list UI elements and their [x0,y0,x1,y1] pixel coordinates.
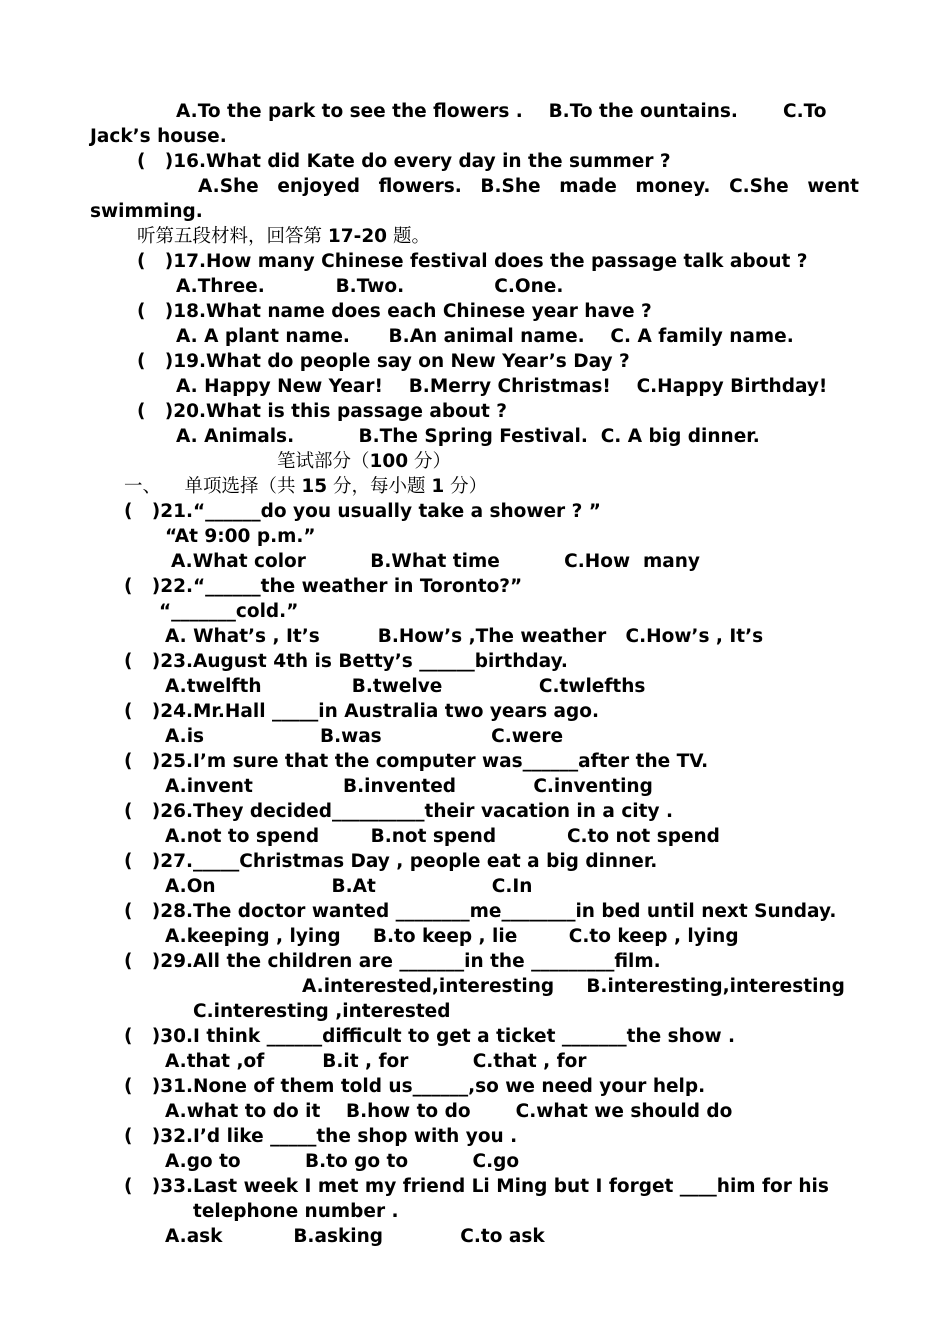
q28-question: ( )28.The doctor wanted ________me________in bed until next Sunday. [124,901,837,922]
q17-options: A.Three. B.Two. C.One. [176,276,564,297]
q20-question: ( )20.What is this passage about ? [137,401,508,422]
q33-question-line1: ( )33.Last week I met my friend Li Ming but I forget ____him for his [124,1176,829,1197]
q24-options: A.is B.was C.were [165,726,564,747]
q18-question: ( )18.What name does each Chinese year have ? [137,301,652,322]
q29-question: ( )29.All the children are _______in the _________film. [124,951,661,972]
q18-options: A. A plant name. B.An animal name. C. A family name. [176,326,794,347]
q22-question: ( )22.“______the weather in Toronto?” [124,576,523,597]
q23-question: ( )23.August 4th is Betty’s ______birthday. [124,651,568,672]
q20-options: A. Animals. B.The Spring Festival. C. A big dinner. [176,426,760,447]
q23-options: A.twelfth B.twelve C.twlefths [165,676,646,697]
written-part-heading: 笔试部分（100 分） [277,451,452,472]
q15-options-line2: Jack’s house. [90,126,227,147]
q16-options-line2: swimming. [90,201,203,222]
q25-options: A.invent B.invented C.inventing [165,776,653,797]
q22-answer: “_______cold.” [159,601,299,622]
q26-question: ( )26.They decided__________their vacation in a city . [124,801,673,822]
q29-options-line1: A.interested,interesting B.interesting,interesting [302,976,845,997]
q33-question-line2: telephone number . [193,1201,399,1222]
q16-options-line1: A.She enjoyed flowers. B.She made money. C.She went [198,176,859,197]
q28-options: A.keeping , lying B.to keep , lie C.to keep , lying [165,926,739,947]
q21-question: ( )21.“______do you usually take a shower ? ” [124,501,601,522]
q19-options: A. Happy New Year! B.Merry Christmas! C.Happy Birthday! [176,376,828,397]
q26-options: A.not to spend B.not spend C.to not spend [165,826,720,847]
q19-question: ( )19.What do people say on New Year’s Day ? [137,351,630,372]
q25-question: ( )25.I’m sure that the computer was______after the TV. [124,751,709,772]
q22-options: A. What’s , It’s B.How’s ,The weather C.How’s , It’s [165,626,764,647]
q27-options: A.On B.At C.In [165,876,533,897]
q21-options: A.What color B.What time C.How many [171,551,700,572]
q15-options-line1: A.To the park to see the flowers . B.To the ountains. C.To [176,101,827,122]
q24-question: ( )24.Mr.Hall _____in Australia two years ago. [124,701,599,722]
q30-options: A.that ,of B.it , for C.that , for [165,1051,587,1072]
q30-question: ( )30.I think ______difficult to get a ticket _______the show . [124,1026,736,1047]
q32-question: ( )32.I’d like _____the shop with you . [124,1126,518,1147]
q29-options-line2: C.interesting ,interested [193,1001,451,1022]
q31-question: ( )31.None of them told us______,so we need your help. [124,1076,706,1097]
q33-options: A.ask B.asking C.to ask [165,1226,545,1247]
q17-question: ( )17.How many Chinese festival does the passage talk about ? [137,251,808,272]
q32-options: A.go to B.to go to C.go [165,1151,520,1172]
q27-question: ( )27._____Christmas Day , people eat a big dinner. [124,851,658,872]
q21-answer: “At 9:00 p.m.” [165,526,316,547]
q16-question: ( )16.What did Kate do every day in the summer ? [137,151,671,172]
section-five-instruction: 听第五段材料，回答第 17-20 题。 [137,226,430,247]
q31-options: A.what to do it B.how to do C.what we should do [165,1101,733,1122]
section-one-heading: 一、 单项选择（共 15 分，每小题 1 分） [124,476,488,497]
